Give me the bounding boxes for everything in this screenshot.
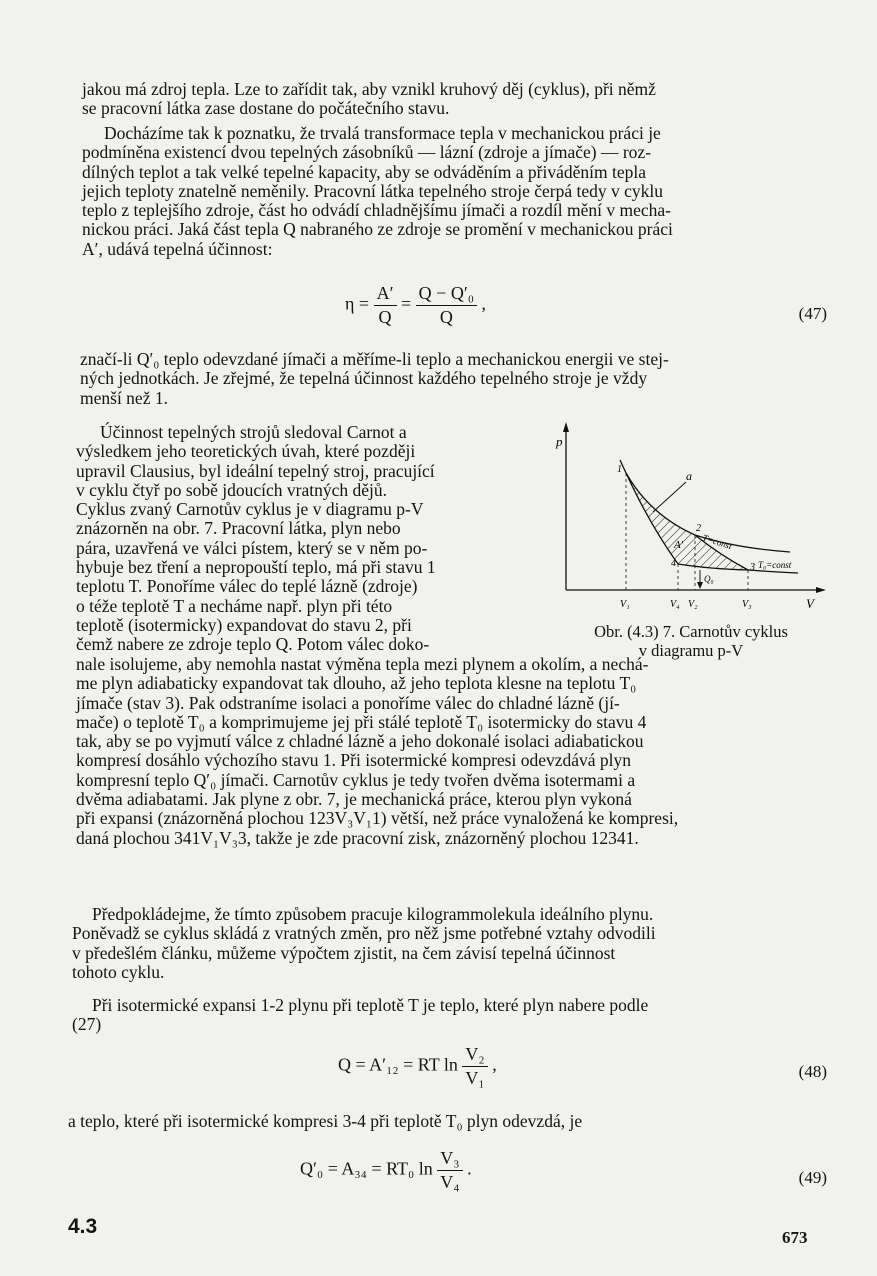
text-line: me plyn adiabaticky expandovat tak dlouho, až jeho teplota klesne na teplotu T₀: [76, 673, 637, 694]
eq47-tail: ,: [481, 293, 487, 314]
text-line: hybuje bez tření a nepropouští teplo, má při stavu 1: [76, 557, 436, 578]
eq47-num-2: Q − Q′₀: [416, 283, 477, 306]
carnot-diagram: [550, 420, 835, 620]
eq47-lhs: η =: [345, 293, 370, 314]
text-line: o téže teplotě T a necháme např. plyn při této: [76, 595, 393, 616]
arrow-a: [653, 482, 686, 512]
area-label: A′: [674, 539, 684, 551]
point-2-label: 2: [696, 523, 701, 534]
arrow-label-a: a: [686, 469, 692, 483]
eq49-lhs: Q′₀ = A₃₄ = RT₀ ln: [300, 1158, 433, 1179]
q0-label: Q₀: [704, 574, 714, 584]
eq47-fraction-1: [374, 283, 397, 328]
text-line: kompresní teplo Q′₀ jímači. Carnotův cyklus je tedy tvořen dvěma isotermami a: [76, 769, 636, 790]
tick-v1: V₁: [620, 599, 630, 610]
text-line: tohoto cyklu.: [72, 961, 165, 982]
text-line: a teplo, které při isotermické kompresi 3-4 při teplotě T₀ plyn odevzdá, je: [68, 1111, 583, 1131]
paragraph-7: [68, 1112, 824, 1131]
point-4-label: 4: [671, 558, 676, 569]
eq49-den: V₄: [440, 1172, 460, 1192]
text-line: Účinnost tepelných strojů sledoval Carnot a: [100, 422, 407, 442]
equation-48: [338, 1044, 497, 1089]
paragraph-2: [82, 124, 834, 259]
curve-label-T: T=const: [701, 532, 734, 552]
p-axis-arrow: [563, 422, 569, 432]
text-line: Cyklus zvaný Carnotův cyklus je v diagramu p-V: [76, 499, 424, 520]
eq47-num-1: A′: [374, 283, 397, 306]
eq48-lhs: Q = A′₁₂ = RT ln: [338, 1054, 458, 1075]
paragraph-4-continued: [76, 655, 824, 848]
text-line: teplo z teplejšího zdroje, část ho odvádí chladnějšímu jímači a rozdíl mění v mecha-: [82, 200, 671, 221]
text-line: Předpokládejme, že tímto způsobem pracuje kilogrammolekula ideálního plynu.: [92, 904, 654, 924]
text-line: Poněvadž se cyklus skládá z vratných změn, pro něž jsme potřebné vztahy odvodili: [72, 923, 656, 944]
text-line: podmíněna existencí dvou tepelných zásobníků — lázní (zdroje a jímače) — roz-: [82, 142, 652, 163]
paragraph-5: [72, 905, 824, 982]
eq47-den-2: Q: [439, 307, 453, 327]
text-line: jímače (stav 3). Pak odstraníme isolaci a ponoříme válec do chladné lázně (jí-: [76, 692, 620, 713]
paragraph-6: [72, 996, 824, 1035]
eq48-fraction: [462, 1044, 487, 1089]
curve-label-T0: T₀=const: [758, 560, 792, 570]
cycle-area: [626, 473, 748, 570]
eq48-den: V₁: [465, 1068, 485, 1088]
equation-49: [300, 1148, 472, 1193]
text-line: znázorněn na obr. 7. Pracovní látka, plyn nebo: [76, 518, 401, 539]
equation-number-47: (47): [798, 304, 827, 323]
eq47-den-1: Q: [378, 307, 392, 327]
eq47-equals: =: [401, 293, 412, 314]
v-axis-arrow: [816, 587, 826, 593]
paragraph-4: [76, 423, 536, 655]
text-line: jejich teploty znatelně neměnily. Pracovní látka tepelného stroje čerpá tedy v cyklu: [82, 180, 664, 201]
equation-47: [345, 283, 486, 328]
caption-line: Obr. (4.3) 7. Carnotův cyklus: [594, 622, 788, 641]
text-line: mače) o teplotě T₀ a komprimujeme jej při stálé teplotě T₀ isotermicky do stavu 4: [76, 711, 647, 732]
text-line: čemž nabere ze zdroje teplo Q. Potom válec doko-: [76, 634, 430, 655]
tick-v4: V₄: [670, 599, 680, 610]
paragraph-3: [80, 350, 834, 408]
text-line: v cyklu čtyř po sobě jdoucích vratných dějů.: [76, 479, 388, 500]
text-line: výsledkem jeho teoretických úvah, které později: [76, 441, 416, 462]
eq48-num: V₂: [462, 1044, 487, 1067]
text-line: v předešlém článku, můžeme výpočtem zjistit, na čem závisí tepelná účinnost: [72, 942, 616, 963]
eq48-tail: ,: [492, 1054, 497, 1075]
axis-label-v: V: [806, 596, 814, 611]
text-line: při expansi (znázorněná plochou 123V₃V₁1) větší, než práce vynaložená ke kompresi,: [76, 808, 679, 829]
axis-label-p: p: [556, 434, 563, 449]
text-line: nickou práci. Jaká část tepla Q nabraného ze zdroje se promění v mechanickou práci: [82, 219, 673, 240]
text-line: pára, uzavřená ve válci pístem, který se v něm po-: [76, 537, 428, 558]
text-line: tak, aby se po vyjmutí válce z chladné lázně a jeho dokonalé isolaci adiabatickou: [76, 731, 644, 752]
text-line: Docházíme tak k poznatku, že trvalá transformace tepla v mechanickou práci je: [104, 123, 661, 143]
text-line: kompresí dosáhlo výchozího stavu 1. Při isotermické kompresi odevzdává plyn: [76, 750, 632, 771]
text-line: menší než 1.: [80, 387, 168, 408]
text-line: teplotu T. Ponoříme válec do teplé lázně (zdroje): [76, 576, 418, 597]
text-line: A′, udává tepelná účinnost:: [82, 238, 273, 259]
eq49-fraction: [437, 1148, 462, 1193]
text-line: upravil Clausius, byl ideální tepelný stroj, pracující: [76, 460, 435, 481]
text-line: jakou má zdroj tepla. Lze to zařídit tak, aby vznikl kruhový děj (cyklus), při němž: [82, 79, 656, 99]
page-number: 673: [782, 1228, 808, 1247]
tick-v3: V₃: [742, 599, 752, 610]
equation-number-48: (48): [798, 1062, 827, 1081]
text-line: se pracovní látka zase dostane do počátečního stavu.: [82, 98, 450, 119]
tick-v2: V₂: [688, 599, 698, 610]
eq49-num: V₃: [437, 1148, 462, 1171]
eq49-tail: .: [467, 1158, 472, 1179]
text-line: teplotě (isotermicky) expandovat do stavu 2, při: [76, 614, 412, 635]
point-1-label: 1: [617, 464, 622, 475]
eq47-fraction-2: [416, 283, 477, 328]
q0-arrow-head: [697, 582, 703, 589]
text-line: (27): [72, 1014, 102, 1035]
point-3-label: 3: [750, 562, 755, 573]
section-number: 4.3: [68, 1215, 98, 1238]
equation-number-49: (49): [798, 1168, 827, 1187]
text-line: dílných teplot a tak velké tepelné kapacity, aby se odváděním a přiváděním tepla: [82, 161, 647, 182]
text-line: Při isotermické expansi 1-2 plynu při teplotě T je teplo, které plyn nabere podle: [92, 995, 649, 1015]
paragraph-1: [82, 80, 834, 119]
text-line: nale isolujeme, aby nemohla nastat výměna tepla mezi plynem a okolím, a nechá-: [76, 654, 649, 674]
text-line: daná plochou 341V₁V₃3, takže je zde pracovní zisk, znázorněný plochou 12341.: [76, 827, 639, 848]
caption-line: v diagramu p-V: [638, 641, 744, 660]
text-line: ných jednotkách. Je zřejmé, že tepelná účinnost každého tepelného stroje je vždy: [80, 368, 648, 389]
text-line: dvěma adiabatami. Jak plyne z obr. 7, je mechanická práce, kterou plyn vykoná: [76, 789, 632, 810]
text-line: značí-li Q′₀ teplo odevzdané jímači a měříme-li teplo a mechanickou energii ve stej-: [80, 349, 669, 369]
